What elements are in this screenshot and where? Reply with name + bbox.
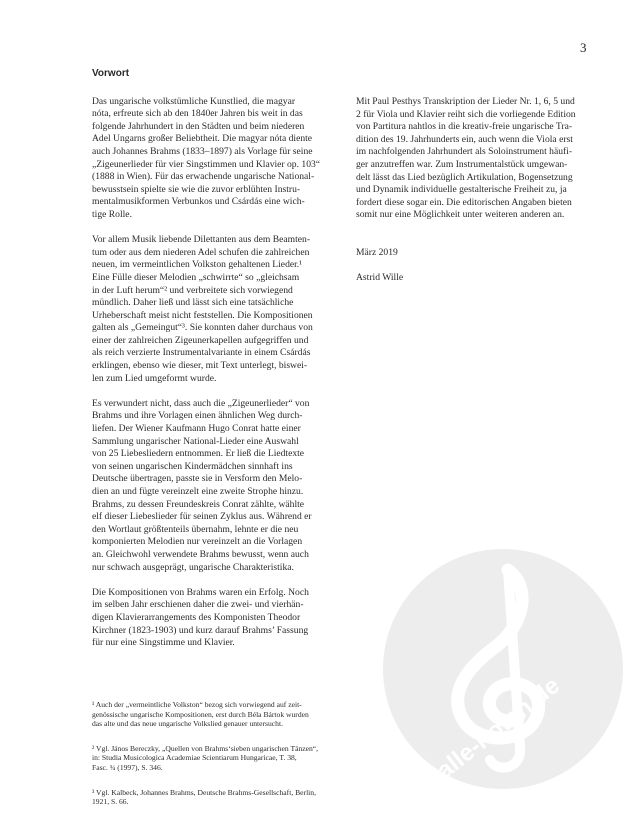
- footnotes: [92, 700, 324, 822]
- paragraph: Vor allem Musik liebende Dilettanten aus dem Beamten- tum oder aus dem niederen Adel schufen die zahlreichen neuen, im vermeintlichen Volkston gehaltenen Lieder.¹ Eine Fülle dieser Melodien „schwirrte“ so „gleichsam in der Luft herum“² und verbreitete sich vorwiegend mündlich. Daher ließ und lässt sich eine tatsächliche Urheberschaft meist nicht feststellen. Die Kompositionen galten als „Gemeingut“³. Sie konnten daher durchaus von einer der zahlreichen Zigeunerkapellen aufgegriffen und als reich verzierte Instrumentalvariante in einem Csárdás erklingen, ebenso wie dieser, mit Text unterlegt, biswei- len zum Lied umgeformt wurde.: [92, 234, 313, 384]
- paragraph: Das ungarische volkstümliche Kunstlied, die magyar nóta, erfreute sich ab den 1840er Jahren bis weit in das folgende Jahrhundert in den Städten und beim niederen Adel Ungarns großer Beliebtheit. Die magyar nóta diente auch Johannes Brahms (1833–1897) als Vorlage für seine „Zigeunerlieder für vier Singstimmen und Klavier op. 103“ (1888 in Wien). Für das erwachende ungarische National- bewusstsein spielte sie wie die zuvor erblühten Instru- mentalmusikformen Verbunkos und Csárdás eine wich- tige Rolle.: [92, 95, 321, 220]
- signature: [356, 235, 580, 298]
- footnote: ³ Vgl. Kalbeck, Johannes Brahms, Deutsche Brahms-Gesellschaft, Berlin, 1921, S. 66.: [92, 787, 316, 807]
- signature-name: Astrid Wille: [356, 272, 404, 284]
- left-column: [92, 68, 324, 662]
- right-column: [356, 96, 580, 298]
- watermark-text: alle-noten.de: [431, 671, 566, 785]
- signature-date: März 2019: [356, 247, 398, 259]
- paragraph: Es verwundert nicht, dass auch die „Zigeunerlieder“ von Brahms und ihre Vorlagen einen ähnlichen Weg durch- liefen. Der Wiener Kaufmann Hugo Conrat hatte einer Sammlung ungarischer National-Lieder eine Auswahl von 25 Liebesliedern entnommen. Er ließ die Liedtexte von seinen ungarischen Kindermädchen sinnhaft ins Deutsche übertragen, passte sie in Versform den Melo- dien an und fügte vereinzelt eine zweite Strophe hinzu. Brahms, zu dessen Freundeskreis Conrat zählte, wählte elf dieser Liebeslieder für seinen Zyklus aus. Während er den Wortlaut größtenteils übernahm, lehnte er die neu komponierten Melodien nur vereinzelt an die Vorlagen an. Gleichwohl verwendete Brahms bewusst, wenn auch nur schwach ausgeprägt, ungarische Charakteristika.: [92, 397, 312, 573]
- paragraph: Die Kompositionen von Brahms waren ein Erfolg. Noch im selben Jahr erschienen daher die zwei- und vierhän- digen Klavierarrangements des Komponisten Theodor Kirchner (1823-1903) und kurz darauf Brahms’ Fassung für nur eine Singstimme und Klavier.: [92, 586, 309, 649]
- footnote: ² Vgl. János Bereczky, „Quellen von Brahms‘sieben ungarischen Tänzen“, in: Studia Musicologica Academiae Scientiarum Hungaricae, T. 38, Fasc. ¾ (1997), S. 346.: [92, 743, 319, 772]
- page-heading: Vorwort: [92, 68, 130, 79]
- paragraph: Mit Paul Pesthys Transkription der Lieder Nr. 1, 6, 5 und 2 für Viola und Klavier reiht sich die vorliegende Edition von Partitura nahtlos in die kreativ-freie ungarische Tra- dition des 19. Jahrhunderts ein, auch wenn die Viola erst im nachfolgenden Jahrhundert als Soloinstrument häufi- ger anzutreffen war. Zum Instrumentalstück umgewan- delt lässt das Lied bezüglich Artikulation, Bogensetzung und Dynamik individuelle gestalterische Freiheit zu, ja fordert diese sogar ein. Die editorischen Angaben bieten somit nur eine Möglichkeit unter weiteren anderen an.: [356, 96, 576, 221]
- page-number: 3: [580, 40, 587, 55]
- footnote: ¹ Auch der „vermeintliche Volkston“ bezog sich vorwiegend auf zeit- genössische ungarische Kompositionen, erst durch Béla Bártok wurden das alte und das neue ungarische Volkslied genauer untersucht.: [92, 700, 309, 729]
- treble-clef-watermark: [382, 548, 624, 790]
